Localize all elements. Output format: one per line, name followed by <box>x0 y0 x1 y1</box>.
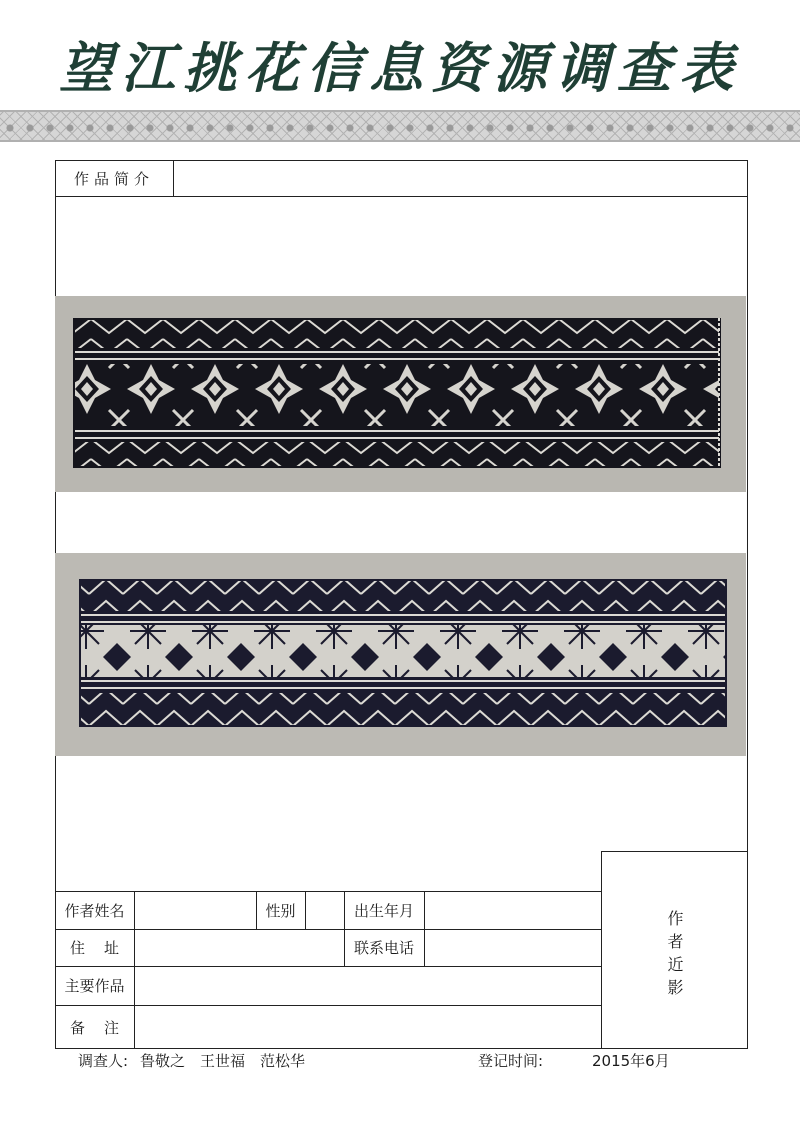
notes-label: 备 注 <box>69 1018 120 1037</box>
birth-field[interactable] <box>425 892 601 929</box>
divider <box>55 196 748 197</box>
phone-label: 联系电话 <box>353 939 414 957</box>
date-label: 登记时间: <box>478 1052 544 1070</box>
gender-field[interactable] <box>306 892 344 929</box>
intro-field[interactable] <box>174 161 747 196</box>
embroidery-photo-2 <box>55 553 746 756</box>
notes-field[interactable] <box>135 1006 601 1049</box>
birth-label: 出生年月 <box>353 901 414 920</box>
author-photo-label: 作 者 近 影 <box>667 909 684 997</box>
works-label: 主要作品 <box>64 977 125 995</box>
intro-label: 作品简介 <box>73 169 154 188</box>
author-name-label: 作者姓名 <box>64 901 125 920</box>
phone-field[interactable] <box>425 930 601 966</box>
investigators: 鲁敬之 王世福 范松华 <box>140 1052 306 1070</box>
gender-label: 性别 <box>265 901 296 920</box>
investigator-label: 调查人: <box>78 1052 129 1070</box>
author-photo-box[interactable] <box>601 851 748 1049</box>
address-field[interactable] <box>135 930 344 966</box>
decorative-pattern-band <box>0 110 800 142</box>
embroidery-photo-1 <box>55 296 746 492</box>
works-field[interactable] <box>135 967 601 1005</box>
date-value: 2015年6月 <box>592 1052 670 1070</box>
address-label: 住 址 <box>69 939 120 957</box>
page-title: 望江挑花信息资源调查表 <box>59 36 741 100</box>
author-name-field[interactable] <box>135 892 256 929</box>
